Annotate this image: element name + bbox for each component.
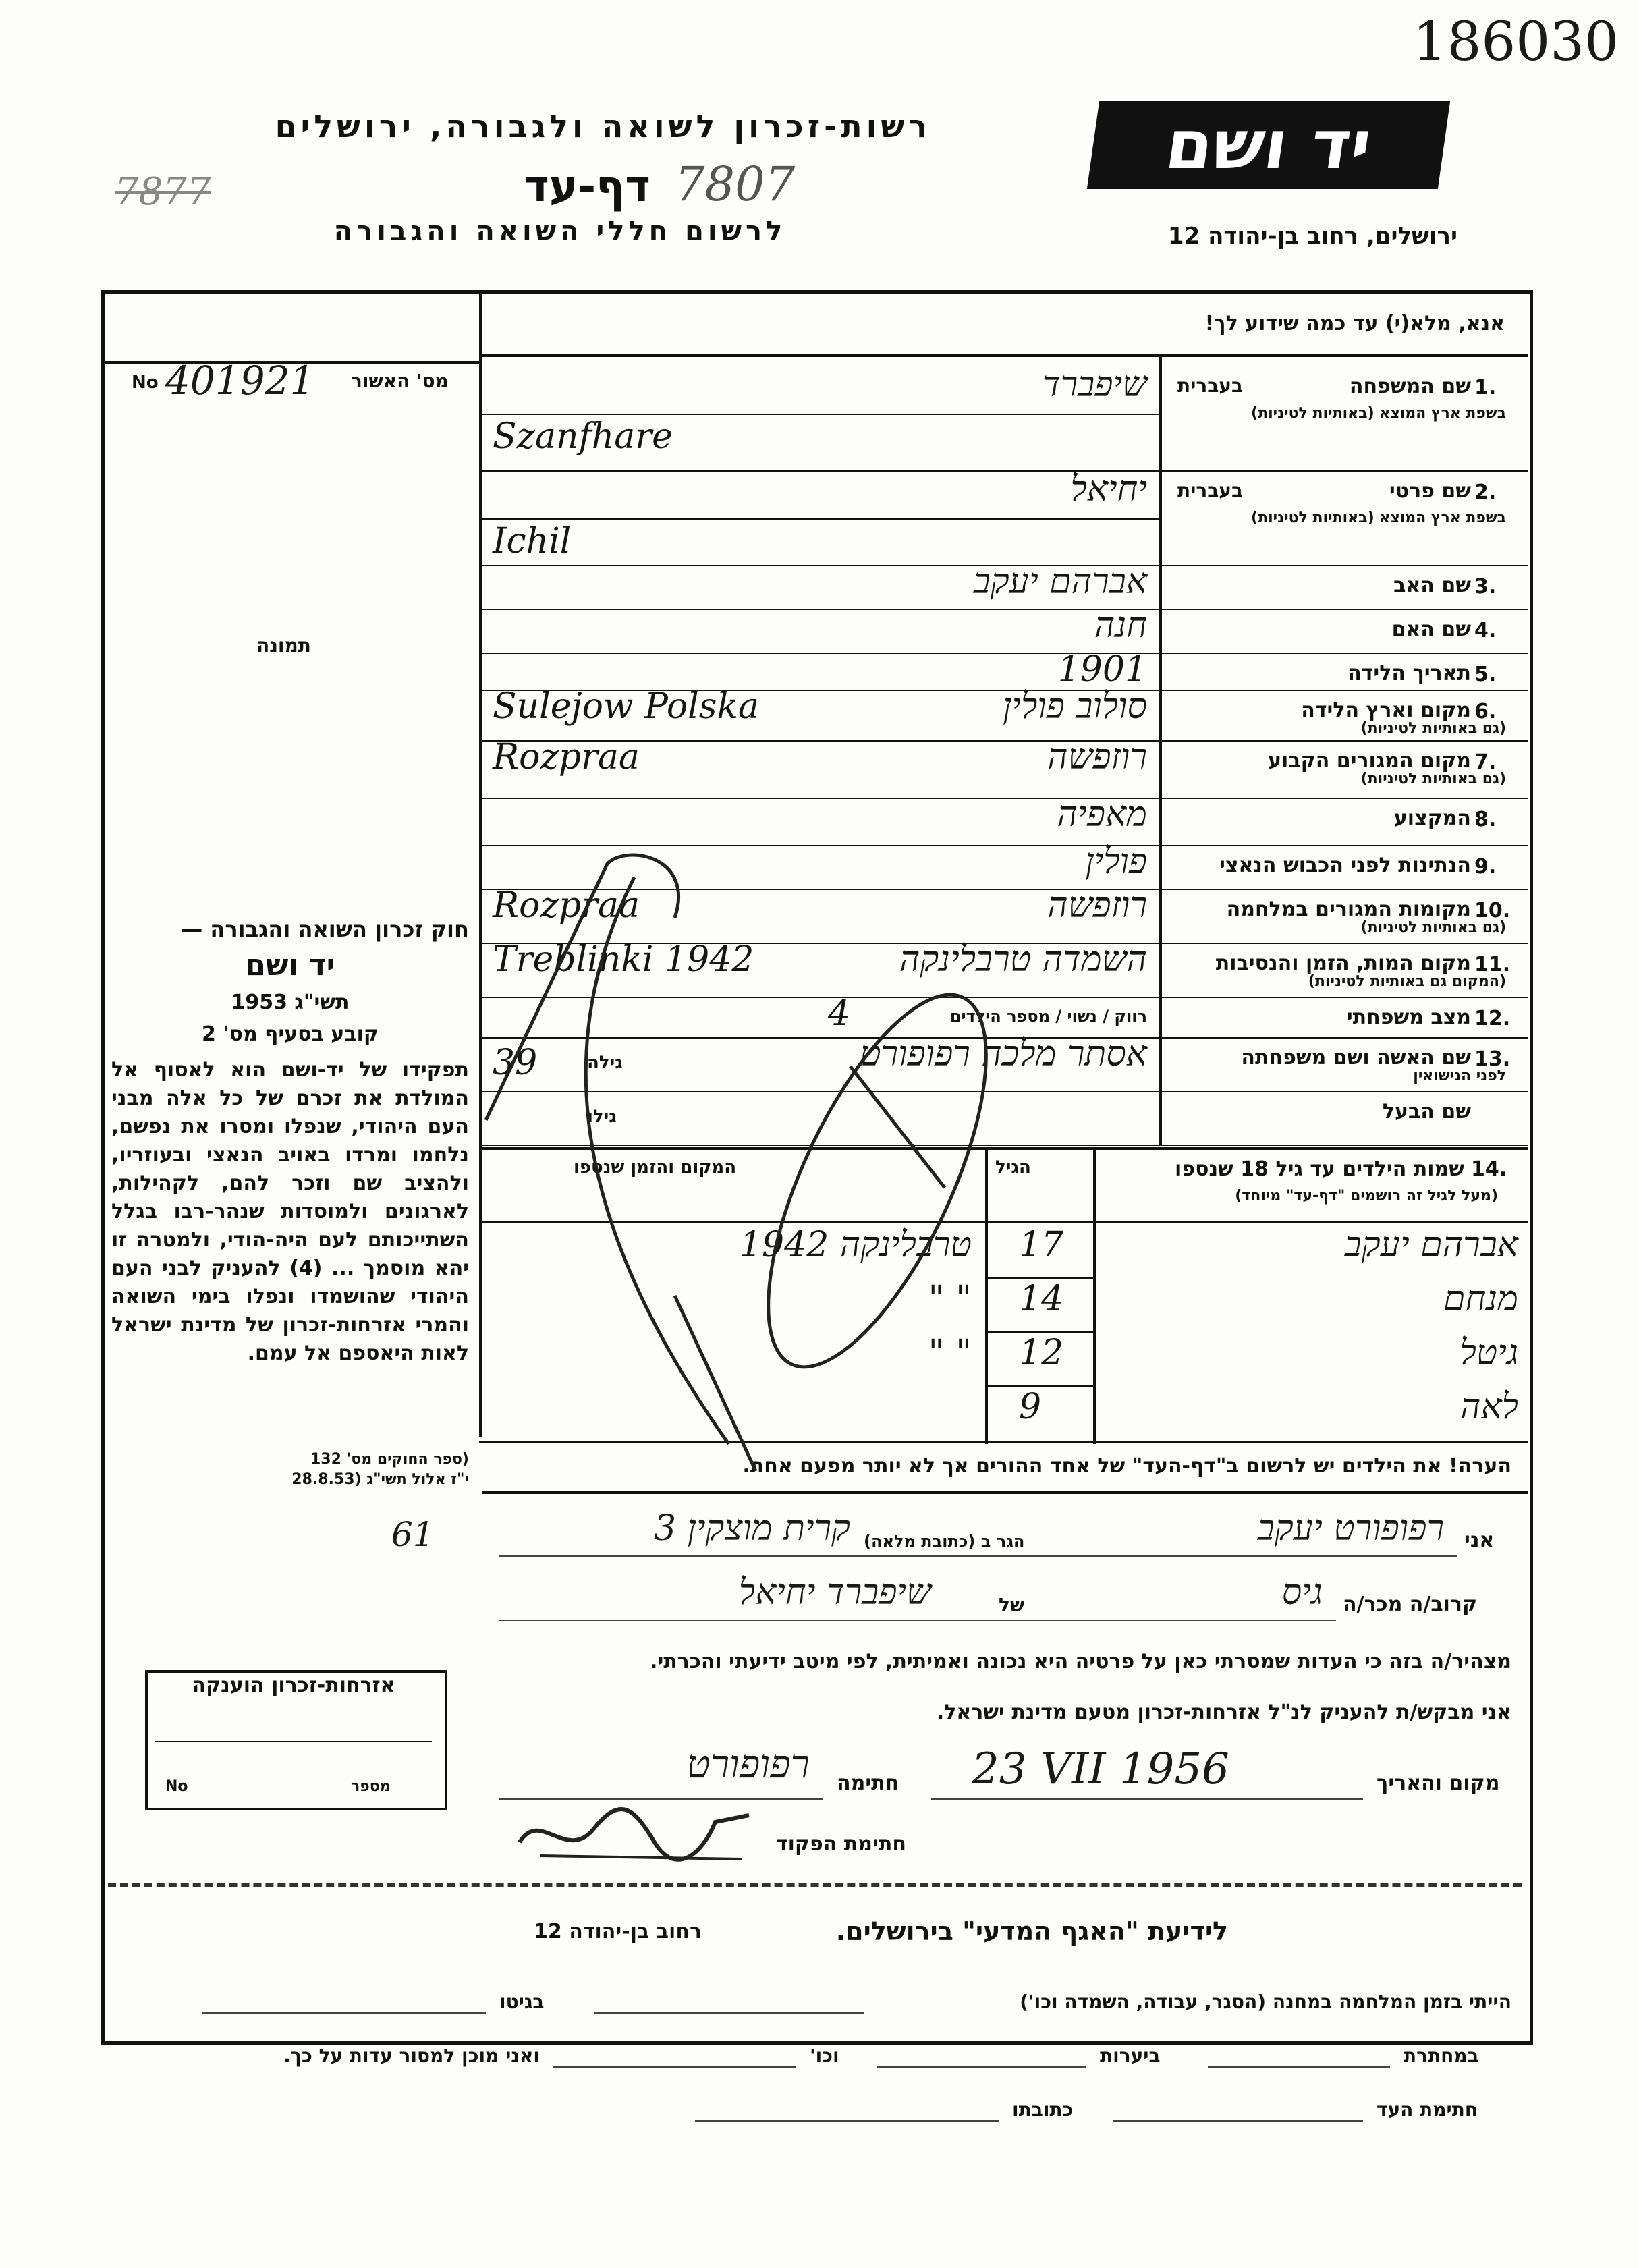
field-sublabel: (גם באותיות לטיניות) (1360, 720, 1506, 737)
hebrew-tag: בעברית (1177, 479, 1244, 501)
tear-line (108, 1883, 1522, 1887)
field-label: הנתינות לפני הכבוש הנאצי (1219, 854, 1471, 877)
field-label: מקומות המגורים במלחמה (1226, 897, 1471, 921)
field-num: 5. (1474, 663, 1497, 686)
field-value-latin: Sulejow Polska (493, 686, 760, 727)
relation-value: גיס (1281, 1572, 1323, 1613)
law-section: קובע בסעיף מס' 2 (202, 1022, 379, 1046)
place-date-label: מקום והאריך (1377, 1771, 1500, 1795)
field-num: 9. (1474, 855, 1497, 879)
age-label: גילה (587, 1053, 623, 1073)
field-label: המקצוע (1393, 806, 1471, 830)
field-label: שם המשפחה (1349, 375, 1471, 398)
field-num: 4. (1474, 619, 1497, 642)
bottom-title: לידיעת "האגף המדעי" בירושלים. (835, 1916, 1228, 1946)
citizenship-no: No (165, 1778, 188, 1795)
bottom-line1-a: הייתי בזמן המלחמה במחנה (הסגר, עבודה, השמדה וכו') (1020, 1991, 1511, 2013)
field-label: שם האב (1393, 574, 1471, 597)
photo-label: תמונה (256, 634, 311, 657)
logo-address: ירושלים, רחוב בן-יהודה 12 (1167, 223, 1457, 250)
field-value-hebrew: פולין (1085, 841, 1147, 882)
field-value-hebrew: 4 (827, 993, 850, 1034)
bottom-line3-b: כתובתו (1012, 2099, 1074, 2121)
yad-vashem-logo: יד ושם (1087, 101, 1450, 189)
citizenship-number-label: מספר (351, 1778, 391, 1795)
law-year: תשי"ג 1953 (231, 991, 350, 1014)
of-label: של (999, 1594, 1025, 1616)
child-name: גיטל (1460, 1333, 1518, 1373)
child-place: " " (928, 1279, 972, 1319)
field-num: 8. (1474, 808, 1497, 831)
field-value-hebrew: אברהם יעקב (973, 561, 1147, 602)
field-sublabel: (גם באותיות לטיניות) (1360, 919, 1506, 936)
child-age: 14 (1019, 1279, 1064, 1319)
field-num: 1. (1474, 376, 1497, 399)
declarant-name: רפופורט יעקב (1257, 1508, 1444, 1549)
children-note: הערה! את הילדים יש לרשום ב"דף-העד" של אחד ההורים אך לא יותר מפעם אחת. (742, 1454, 1511, 1478)
field-label: שם הבעל (1382, 1100, 1471, 1124)
declaration-i-label: אני (1464, 1528, 1495, 1552)
declarant-address-num: 61 (391, 1515, 435, 1554)
signature-label: חתימה (837, 1771, 899, 1795)
field-value-hebrew: חנה (1094, 605, 1147, 646)
law-ref-1: (ספר החוקים מס' 132 (310, 1451, 469, 1468)
marital-options: רווק / נשוי / מספר הילדים (949, 1007, 1147, 1026)
old-number: 7877 (115, 170, 211, 214)
age-label: גילו (587, 1107, 617, 1127)
children-sub: (מעל לגיל זה רושמים "דף-עד" מיוחד) (1235, 1188, 1498, 1205)
authority-title: רשות-זכרון לשואה ולגבורה, ירושלים (275, 108, 931, 144)
field-sublabel: בשפת ארץ המוצא (באותיות לטיניות) (1251, 509, 1506, 526)
field-value-hebrew: השמדה טרבלינקה (899, 939, 1147, 980)
children-label: שמות הילדים עד גיל 18 שנספו (1175, 1157, 1464, 1181)
field-num: 3. (1474, 575, 1497, 599)
declarant-signature: רפופורט (686, 1741, 810, 1787)
bottom-line2-b: ביערות (1100, 2045, 1161, 2067)
field-num: 11. (1474, 953, 1511, 976)
declaration-lives-label: הגר ב (כתובת מלאה) (864, 1532, 1025, 1551)
field-num: 10. (1474, 899, 1511, 922)
law-name: יד ושם (245, 948, 335, 983)
field-value-hebrew: מאפיה (1057, 794, 1147, 835)
field-value-hebrew: אסתר מלכה רפופורט (860, 1034, 1147, 1074)
bottom-address: רחוב בן-יהודה 12 (534, 1920, 702, 1943)
field-sublabel: לפני הנישואין (1413, 1068, 1506, 1084)
request-text: אני מבקש/ת להעניק לנ"ל אזרחות-זכרון מטעם מדינת ישראל. (936, 1700, 1511, 1724)
bottom-line2-a: במחתרת (1404, 2045, 1479, 2067)
stamp-number: 7807 (675, 157, 796, 212)
citizenship-box-title: אזרחות-זכרון הוענקה (192, 1674, 395, 1697)
field-value-latin: Rozpraa (493, 885, 640, 926)
field-num: 7. (1474, 750, 1497, 774)
field-label: שם האשה ושם משפחתה (1241, 1046, 1471, 1070)
field-value-latin: Treblinki 1942 (493, 939, 754, 980)
law-ref-2: י"ז אלול תשי"ג (28.8.53 (291, 1471, 469, 1488)
age-value: 39 (493, 1043, 538, 1083)
field-label: מצב משפחתי (1346, 1005, 1471, 1029)
officer-signature (513, 1795, 769, 1869)
law-title: חוק זכרון השואה והגבורה — (181, 916, 469, 942)
declarant-address: קרית מוצקין 3 (654, 1508, 850, 1549)
field-value-hebrew: סולוב פולין (1003, 686, 1147, 727)
field-sublabel: (המקום גם באותיות לטיניות) (1308, 973, 1506, 990)
child-name: אברהם יעקב (1344, 1225, 1518, 1265)
hebrew-tag: בעברית (1177, 375, 1244, 397)
child-name: מנחם (1443, 1279, 1518, 1319)
field-value-hebrew: יחיאל (1070, 469, 1147, 509)
children-num: 14. (1471, 1157, 1507, 1181)
confirmation-no: No (132, 372, 159, 393)
archive-number: 186030 (1412, 10, 1619, 73)
field-value-hebrew: רוזפשה (1047, 737, 1147, 777)
child-place: " " (928, 1333, 972, 1373)
children-place-header: המקום והזמן שנספו (574, 1157, 737, 1178)
field-num: 6. (1474, 700, 1497, 723)
children-age-header: הגיל (995, 1157, 1031, 1178)
form-title: דף-עד (524, 162, 650, 212)
child-age: 9 (1019, 1387, 1042, 1427)
field-value-latin: Szanfhare (493, 416, 673, 457)
child-age: 17 (1019, 1225, 1064, 1265)
law-text: תפקידו של יד-ושם הוא לאסוף אל המולדת את זכרם של כל אלה מבני העם היהודי, שנפלו ומסרו את נפשם, נלחמו ומרדו באויב הנאצי ובעוזריו, ולהציב שם וזכר להם, לקהילות, לארגונים ולמוסדות שנהר-רבו בגלל השתייכותם לעם היה-הודי, ולמטרה זו יהא מוסמך ... (4) להעניק לבני העם היהודי שהושמדו ונפלו בימי השואה והמרי אזרחות-זכרון של מדינת ישראל לאות היאספם אל עמם. (111, 1058, 470, 1365)
confirmation-label: מס' האשור (351, 370, 449, 392)
field-value-latin: Ichil (493, 521, 572, 561)
child-age: 12 (1019, 1333, 1064, 1373)
field-label: מקום המגורים הקבוע (1268, 749, 1471, 773)
declaration-date: 23 VII 1956 (972, 1744, 1229, 1794)
field-num: 12. (1474, 1007, 1511, 1030)
field-label: מקום וארץ הלידה (1301, 698, 1471, 722)
pen-scribble (472, 837, 1026, 1485)
field-label: שם פרטי (1389, 479, 1471, 503)
of-name: שיפברד יחיאל (738, 1572, 931, 1613)
field-value-hebrew: 1901 (1057, 649, 1147, 690)
form-subtitle: לרשום חללי השואה והגבורה (333, 216, 787, 247)
field-value-hebrew: רוזפשה (1047, 885, 1147, 926)
child-name: לאה (1460, 1387, 1518, 1427)
confirmation-number: 401921 (165, 358, 315, 404)
officer-label: חתימת הפקוד (776, 1832, 906, 1856)
field-label: שם האם (1391, 617, 1471, 641)
child-place: טרבלינקה 1942 (739, 1225, 972, 1265)
field-sublabel: בשפת ארץ המוצא (באותיות לטיניות) (1251, 405, 1506, 422)
bottom-line3-a: חתימת העד (1377, 2099, 1478, 2121)
bottom-line2-d: ואני מוכן למסור עדות על כך. (283, 2045, 540, 2067)
field-sublabel: (גם באותיות לטיניות) (1360, 771, 1506, 787)
relative-label: קרוב/ה מכר/ה (1343, 1593, 1478, 1616)
intro-text: אנא, מלא(י) עד כמה שידוע לך! (1204, 312, 1505, 335)
field-num: 2. (1474, 480, 1497, 504)
field-label: מקום המות, הזמן והנסיבות (1215, 951, 1471, 975)
field-num: 13. (1474, 1047, 1511, 1071)
bottom-line2-c: וכו' (810, 2045, 839, 2067)
bottom-line1-b: בגיטו (499, 1991, 545, 2013)
field-value-hebrew: שיפברד (1042, 364, 1147, 405)
field-value-latin: Rozpraa (493, 737, 640, 777)
declare-text: מצהיר/ה בזה כי העדות שמסרתי כאן על פרטיה היא נכונה ואמיתית, לפי מיטב ידיעתי והכרתי. (650, 1650, 1511, 1674)
field-label: תאריך הלידה (1348, 661, 1471, 685)
